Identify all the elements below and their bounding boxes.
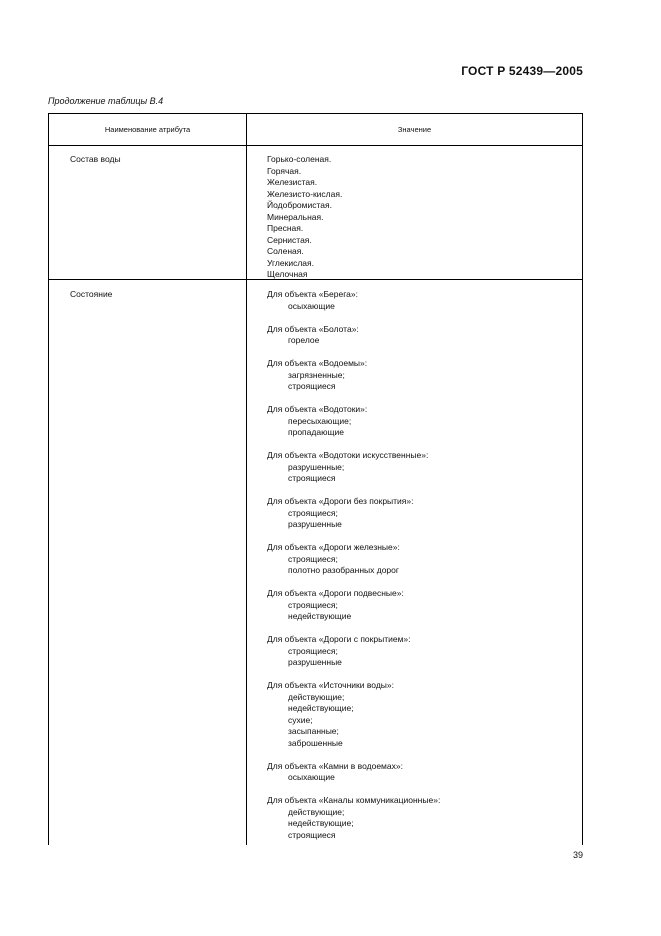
value-item: Железистая. <box>267 177 318 187</box>
value-group <box>267 324 440 347</box>
row-rule <box>49 279 582 280</box>
group-item: разрушенные <box>288 657 342 667</box>
group-item: разрушенные; <box>288 461 345 472</box>
page-number: 39 <box>572 850 583 860</box>
value-item: Сернистая. <box>267 234 312 245</box>
value-group <box>267 542 440 577</box>
column-divider <box>246 114 247 845</box>
group-item: строящиеся; <box>288 553 338 564</box>
group-item: строящиеся <box>288 473 336 483</box>
value-item: Пресная. <box>267 223 304 233</box>
row-attribute-water-composition: Состав воды <box>70 154 121 164</box>
value-item: Минеральная. <box>267 211 324 222</box>
group-item: строящиеся; <box>288 645 338 656</box>
group-title: Для объекта «Берега»: <box>267 289 358 299</box>
value-group <box>267 404 440 439</box>
group-title: Для объекта «Камни в водоемах»: <box>267 760 403 771</box>
value-group <box>267 289 440 312</box>
group-item: строящиеся <box>288 829 336 840</box>
group-item: строящиеся <box>288 381 336 391</box>
group-item: строящиеся; <box>288 507 338 518</box>
value-group <box>267 795 440 841</box>
group-item: полотно разобранных дорог <box>288 565 399 575</box>
row-attribute-state: Состояние <box>70 289 113 299</box>
group-item: недействующие; <box>288 703 354 713</box>
header-rule <box>49 145 582 146</box>
header-value: Значение <box>397 125 432 134</box>
value-group <box>267 358 440 393</box>
group-item: пропадающие <box>288 427 344 437</box>
group-title: Для объекта «Дороги без покрытия»: <box>267 496 414 506</box>
value-item: Соленая. <box>267 246 304 256</box>
group-title: Для объекта «Водотоки»: <box>267 404 368 414</box>
group-title: Для объекта «Источники воды»: <box>267 680 394 690</box>
group-title: Для объекта «Дороги подвесные»: <box>267 588 404 598</box>
value-item: Горячая. <box>267 165 302 176</box>
value-item: Горько-соленая. <box>267 154 332 164</box>
group-item: строящиеся; <box>288 599 338 610</box>
group-item: действующие; <box>288 691 345 702</box>
group-item: действующие; <box>288 806 345 817</box>
attribute-table <box>48 113 583 845</box>
group-item: недействующие <box>288 611 352 621</box>
group-item: разрушенные <box>288 519 342 529</box>
value-group <box>267 634 440 669</box>
header-attribute: Наименование атрибута <box>104 125 191 134</box>
value-group <box>267 761 440 784</box>
value-group <box>267 588 440 623</box>
document-code: ГОСТ Р 52439—2005 <box>461 64 583 78</box>
group-item: осыхающие <box>288 772 335 782</box>
group-item: засыпанные; <box>288 726 339 736</box>
row-values-state <box>267 289 440 853</box>
group-item: пересыхающие; <box>288 415 352 426</box>
group-title: Для объекта «Водоемы»: <box>267 358 368 368</box>
value-group <box>267 496 440 531</box>
group-title: Для объекта «Дороги железные»: <box>267 542 400 552</box>
group-item: осыхающие <box>288 300 335 311</box>
group-item: горелое <box>288 335 320 345</box>
row-values-water-composition <box>267 154 342 281</box>
table-caption: Продолжение таблицы В.4 <box>48 96 164 106</box>
value-group <box>267 680 440 749</box>
group-item: загрязненные; <box>288 369 345 380</box>
group-title: Для объекта «Дороги с покрытием»: <box>267 634 411 644</box>
group-title: Для объекта «Болота»: <box>267 323 359 334</box>
group-item: заброшенные <box>288 737 343 748</box>
value-item: Йодобромистая. <box>267 200 332 210</box>
group-title: Для объекта «Каналы коммуникационные»: <box>267 795 441 805</box>
value-item: Углекислая. <box>267 257 314 268</box>
value-item: Железисто-кислая. <box>267 188 343 199</box>
group-title: Для объекта «Водотоки искусственные»: <box>267 450 429 460</box>
value-group <box>267 450 440 485</box>
group-item: сухие; <box>288 714 313 725</box>
value-item: Щелочная <box>267 269 308 279</box>
group-item: недействующие; <box>288 818 354 828</box>
